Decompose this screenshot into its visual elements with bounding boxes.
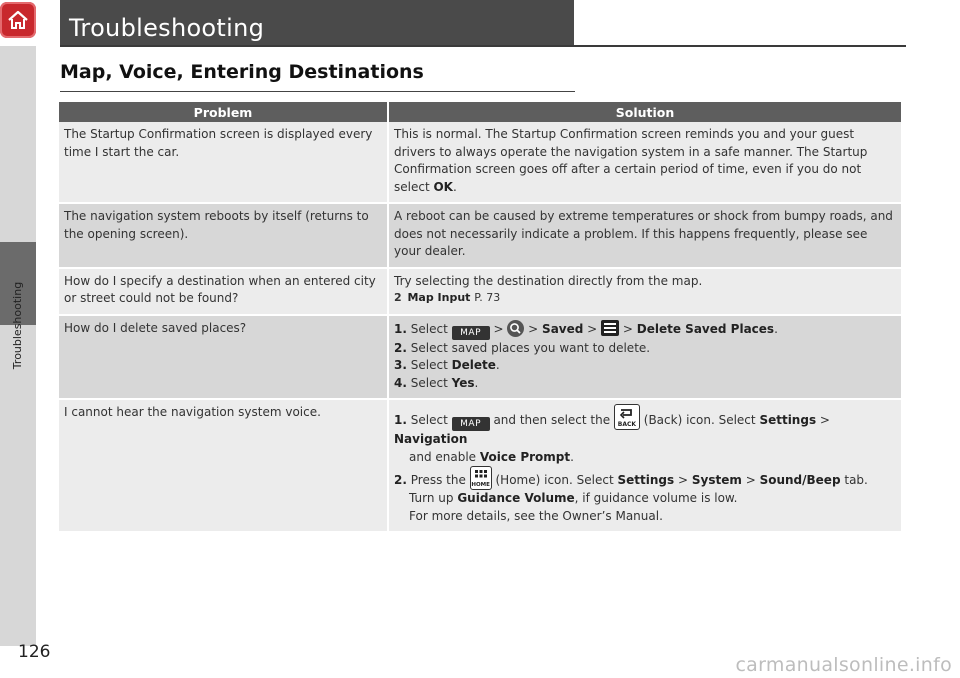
solution-cell — [389, 316, 901, 401]
step-continuation: For more details, see the Owner’s Manual. — [409, 508, 663, 523]
solution-cell: This is normal. The Startup Confirmation screen reminds you and your guest drivers to always operate the navigation system in a safe manner. The Startup Confirmation screen goes off after a certain period of time, even if you do not select OK. — [389, 122, 901, 204]
section-divider — [60, 91, 575, 92]
reference-arrow-icon: 2 — [394, 291, 402, 304]
page-title-bar — [60, 0, 574, 46]
watermark: carmanualsonline.info — [735, 654, 952, 676]
side-nav-label[interactable]: Troubleshooting — [11, 281, 25, 369]
home-menu-icon: HOME — [470, 466, 492, 490]
step: 1. Select MAP and then select the BACK (Back) icon. Select Settings > Navigation — [394, 404, 896, 449]
problem-cell: How do I delete saved places? — [59, 316, 389, 401]
cross-reference[interactable] — [394, 290, 896, 305]
step: 2. Press the HOME (Home) icon. Select Settings > System > Sound/Beep tab. — [394, 466, 896, 490]
search-icon — [507, 320, 524, 337]
table-row — [59, 122, 901, 204]
page-title: Troubleshooting — [69, 14, 265, 42]
table-row — [59, 400, 901, 533]
problem-cell: How do I specify a destination when an entered city or street could not be found? — [59, 269, 389, 316]
troubleshooting-table — [59, 102, 901, 533]
table-row — [59, 269, 901, 316]
home-button[interactable] — [0, 2, 36, 38]
step: 4. Select Yes. — [394, 375, 479, 390]
back-icon: BACK — [614, 404, 640, 430]
problem-cell: The navigation system reboots by itself (returns to the opening screen). — [59, 204, 389, 269]
reference-page: P. 73 — [474, 291, 501, 304]
problem-cell: I cannot hear the navigation system voice. — [59, 400, 389, 533]
map-button-icon: MAP — [452, 417, 490, 431]
step-continuation: and enable Voice Prompt. — [409, 449, 574, 464]
page-number: 126 — [18, 642, 51, 662]
home-icon — [6, 9, 30, 31]
column-header-solution: Solution — [389, 102, 901, 122]
step-continuation: Turn up Guidance Volume, if guidance volume is low. — [409, 491, 738, 505]
column-header-problem: Problem — [59, 102, 389, 122]
map-button-icon: MAP — [452, 326, 490, 340]
table-row — [59, 316, 901, 401]
problem-cell: The Startup Confirmation screen is displayed every time I start the car. — [59, 122, 389, 204]
title-divider — [60, 45, 906, 47]
list-menu-icon — [601, 320, 619, 336]
step: 3. Select Delete. — [394, 358, 500, 372]
solution-cell: Try selecting the destination directly from the map. 2 Map Input P. 73 — [389, 269, 901, 316]
table-row — [59, 204, 901, 269]
table-header-row — [59, 102, 901, 122]
solution-cell — [389, 400, 901, 533]
solution-cell: A reboot can be caused by extreme temperatures or shock from bumpy roads, and does not necessarily indicate a problem. If this happens frequently, please see your dealer. — [389, 204, 901, 269]
step: 1. Select MAP > > Saved > > Delete Saved Places. — [394, 321, 778, 338]
reference-link[interactable]: Map Input — [407, 291, 471, 304]
section-title: Map, Voice, Entering Destinations — [60, 61, 424, 83]
step: 2. Select saved places you want to delete. — [394, 340, 651, 355]
